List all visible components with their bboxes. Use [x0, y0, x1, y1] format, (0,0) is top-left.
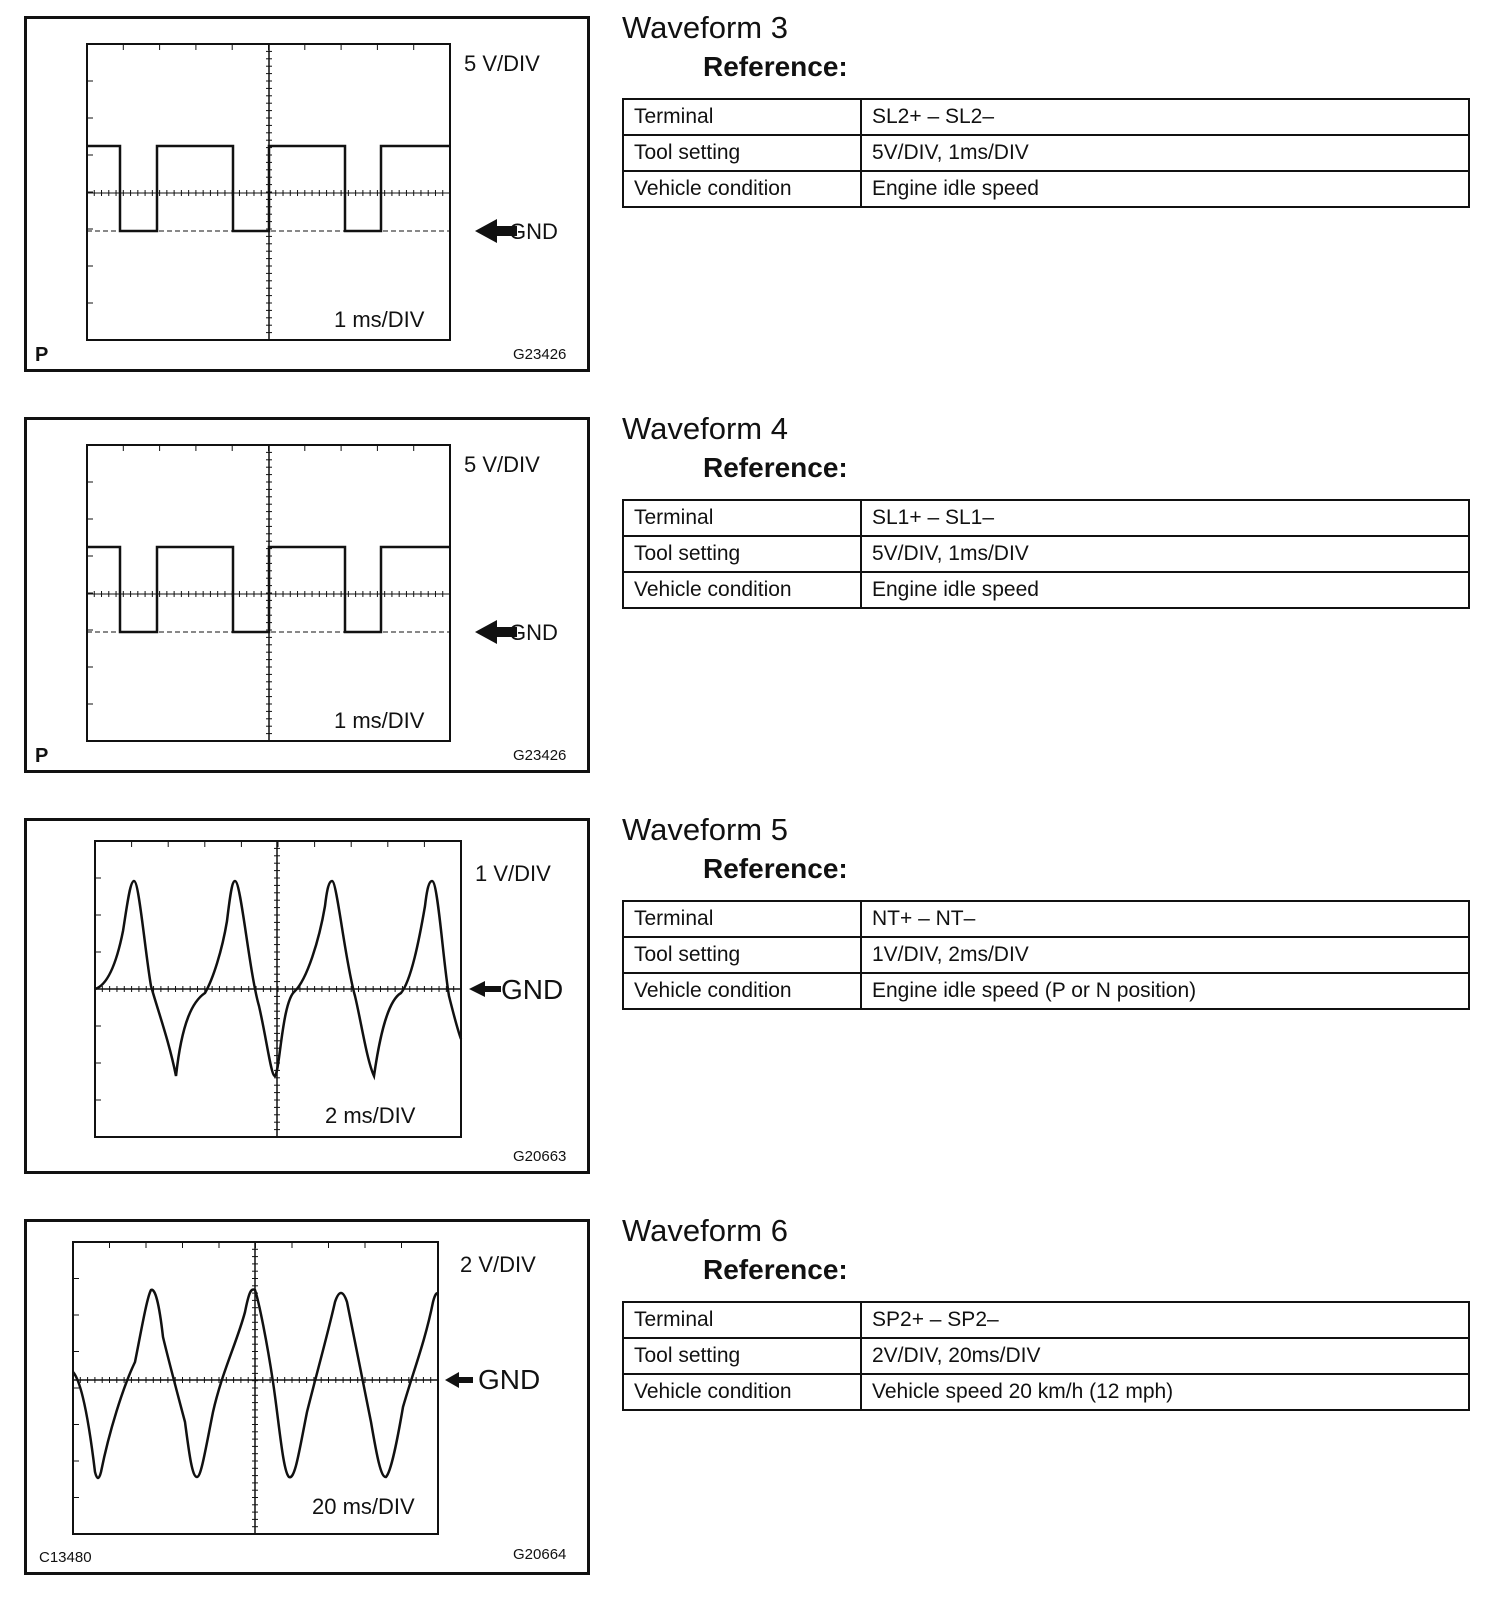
- time-div-label: 2 ms/DIV: [325, 1103, 416, 1128]
- vehicle-condition-key: Vehicle condition: [623, 171, 861, 207]
- tool-setting-key: Tool setting: [623, 1338, 861, 1374]
- waveform-trace: [87, 146, 450, 231]
- figure-code: G23426: [513, 747, 567, 764]
- tool-setting-value: 5V/DIV, 1ms/DIV: [861, 135, 1469, 171]
- reference-table: [622, 900, 1470, 1010]
- reference-label: Reference:: [703, 452, 848, 483]
- waveform-5-section: [0, 802, 1504, 1202]
- figure-code: G23426: [513, 346, 567, 363]
- table-row: [623, 973, 1469, 1009]
- time-div-label: 1 ms/DIV: [334, 708, 425, 733]
- terminal-key: Terminal: [623, 99, 861, 135]
- vehicle-condition-value: Vehicle speed 20 km/h (12 mph): [861, 1374, 1469, 1410]
- terminal-value: SL2+ – SL2–: [861, 99, 1469, 135]
- oscilloscope-figure: [24, 818, 590, 1174]
- reference-label: Reference:: [703, 853, 848, 884]
- gnd-label: GND: [478, 1364, 541, 1395]
- waveform-trace: [87, 547, 450, 632]
- vehicle-condition-value: Engine idle speed (P or N position): [861, 973, 1469, 1009]
- grid-ticks: [87, 445, 443, 734]
- table-row: [623, 536, 1469, 572]
- vehicle-condition-key: Vehicle condition: [623, 1374, 861, 1410]
- waveform-title: Waveform 6: [622, 1213, 788, 1248]
- tool-setting-value: 2V/DIV, 20ms/DIV: [861, 1338, 1469, 1374]
- gnd-label: GND: [509, 620, 558, 645]
- tool-setting-value: 1V/DIV, 2ms/DIV: [861, 937, 1469, 973]
- oscilloscope-figure: [24, 16, 590, 372]
- table-row: [623, 572, 1469, 608]
- waveform-title: Waveform 5: [622, 812, 788, 847]
- tool-setting-key: Tool setting: [623, 135, 861, 171]
- waveform-6-section: [0, 1203, 1504, 1603]
- gnd-arrow-icon: [469, 981, 501, 997]
- corner-mark: P: [35, 344, 49, 366]
- terminal-key: Terminal: [623, 500, 861, 536]
- gnd-label: GND: [509, 219, 558, 244]
- vehicle-condition-key: Vehicle condition: [623, 572, 861, 608]
- oscilloscope-figure: [24, 417, 590, 773]
- volt-div-label: 5 V/DIV: [464, 452, 540, 477]
- reference-label: Reference:: [703, 51, 848, 82]
- table-row: [623, 1338, 1469, 1374]
- volt-div-label: 2 V/DIV: [460, 1252, 536, 1277]
- vehicle-condition-key: Vehicle condition: [623, 973, 861, 1009]
- vehicle-condition-value: Engine idle speed: [861, 171, 1469, 207]
- vehicle-condition-value: Engine idle speed: [861, 572, 1469, 608]
- waveform-trace: [95, 881, 461, 1076]
- tool-setting-key: Tool setting: [623, 536, 861, 572]
- reference-table: [622, 499, 1470, 609]
- terminal-key: Terminal: [623, 1302, 861, 1338]
- reference-label: Reference:: [703, 1254, 848, 1285]
- reference-table: [622, 98, 1470, 208]
- table-row: [623, 171, 1469, 207]
- table-row: [623, 937, 1469, 973]
- table-row: [623, 1302, 1469, 1338]
- terminal-value: SP2+ – SP2–: [861, 1302, 1469, 1338]
- time-div-label: 1 ms/DIV: [334, 307, 425, 332]
- waveform-3-section: [0, 0, 1504, 400]
- figure-code: G20664: [513, 1546, 567, 1563]
- time-div-label: 20 ms/DIV: [312, 1494, 415, 1519]
- tool-setting-value: 5V/DIV, 1ms/DIV: [861, 536, 1469, 572]
- tool-setting-key: Tool setting: [623, 937, 861, 973]
- terminal-value: SL1+ – SL1–: [861, 500, 1469, 536]
- waveform-4-section: [0, 401, 1504, 801]
- grid-ticks: [87, 44, 443, 333]
- waveform-title: Waveform 3: [622, 10, 788, 45]
- terminal-value: NT+ – NT–: [861, 901, 1469, 937]
- oscilloscope-figure: [24, 1219, 590, 1575]
- gnd-arrow-icon: [445, 1372, 473, 1388]
- table-row: [623, 99, 1469, 135]
- figure-code: G20663: [513, 1148, 567, 1165]
- table-row: [623, 135, 1469, 171]
- waveform-title: Waveform 4: [622, 411, 788, 446]
- gnd-label: GND: [501, 974, 564, 1005]
- table-row: [623, 500, 1469, 536]
- corner-mark: P: [35, 745, 49, 767]
- reference-table: [622, 1301, 1470, 1411]
- grid-ticks: [95, 841, 454, 1130]
- terminal-key: Terminal: [623, 901, 861, 937]
- volt-div-label: 1 V/DIV: [475, 861, 551, 886]
- table-row: [623, 901, 1469, 937]
- corner-code: C13480: [39, 1549, 92, 1566]
- table-row: [623, 1374, 1469, 1410]
- volt-div-label: 5 V/DIV: [464, 51, 540, 76]
